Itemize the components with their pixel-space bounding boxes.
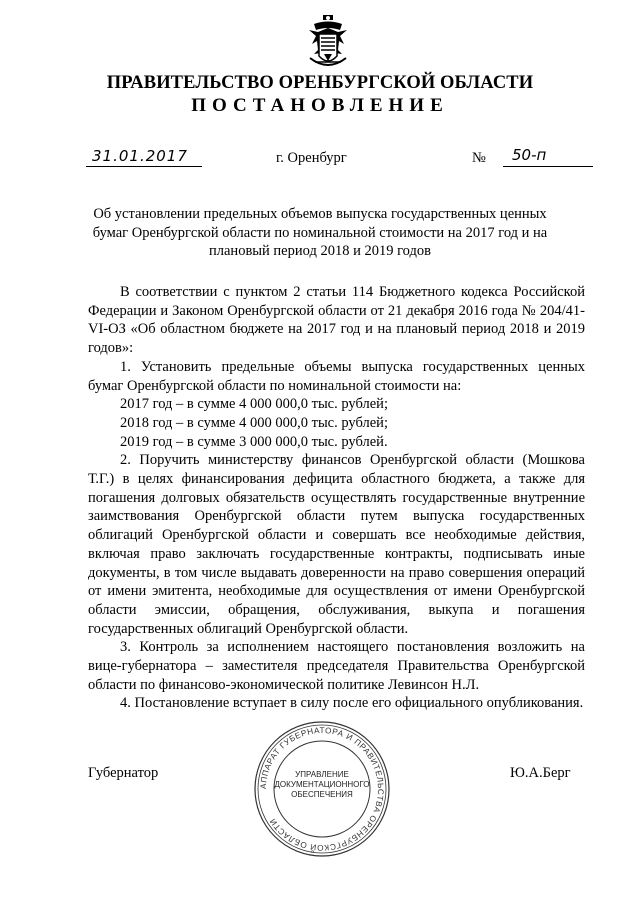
document-number: 50-п [512, 146, 547, 164]
document-subject: Об установлении предельных объемов выпуска государственных ценных бумаг Оренбургской области по номинальной стоимости на 2017 год и на плановый период 2018 и 2019 годов [92, 206, 548, 259]
item-4-paragraph: 4. Постановление вступает в силу после его официального опубликования. [120, 695, 584, 712]
signatory-name: Ю.А.Берг [510, 765, 571, 781]
number-sign: № [472, 150, 486, 166]
seal-line-1: УПРАВЛЕНИЕ [295, 770, 349, 779]
seal-line-2: ДОКУМЕНТАЦИОННОГО [274, 780, 370, 789]
signatory-position: Губернатор [88, 765, 159, 781]
document-body [88, 283, 585, 713]
seal-center-text [253, 770, 391, 800]
limit-2019-line: 2019 год – в сумме 3 000 000,0 тыс. рублей. [120, 433, 388, 450]
document-date: 31.01.2017 [92, 147, 188, 165]
item-2-paragraph: 2. Поручить министерству финансов Оренбургской области (Мошкова Т.Г.) в целях финансирования дефицита областного бюджета, а также для погашения долговых обязательств осуществлять государственные внутренние заимствования Оренбургской области путем выпуска государственных облигаций Оренбургской области и совершать все необходимые действия, включая право заключать государственные контракты, подписывать иные документы, в том числе выдавать доверенности на право совершения операций от имени эмитента, необходимые для осуществления от имени Оренбургской области эмиссии, обращения, обслуживания, выкупа и погашения государственных облигаций Оренбургской области. [88, 452, 585, 637]
seal-ring-text: АППАРАТ ГУБЕРНАТОРА И ПРАВИТЕЛЬСТВА ОРЕНБУРГСКОЙ ОБЛАСТИ [258, 725, 386, 853]
document-type-title: ПОСТАНОВЛЕНИЕ [191, 95, 449, 116]
limit-2017-line: 2017 год – в сумме 4 000 000,0 тыс. рублей; [120, 396, 388, 413]
item-3-paragraph: 3. Контроль за исполнением настоящего постановления возложить на вице-губернатора – заместителя председателя Правительства Оренбургской области по финансово-экономической политике Левинсон Н.Л. [88, 639, 585, 693]
item-1-paragraph: 1. Установить предельные объемы выпуска государственных ценных бумаг Оренбургской области по номинальной стоимости на: [88, 358, 585, 394]
limit-2018-line: 2018 год – в сумме 4 000 000,0 тыс. рублей; [120, 414, 388, 431]
government-title: ПРАВИТЕЛЬСТВО ОРЕНБУРГСКОЙ ОБЛАСТИ [106, 73, 534, 93]
city-label: г. Оренбург [276, 150, 347, 166]
seal-line-3: ОБЕСПЕЧЕНИЯ [291, 790, 353, 799]
preamble-paragraph: В соответствии с пунктом 2 статьи 114 Бюджетного кодекса Российской Федерации и Законом Оренбургской области от 21 декабря 2016 года № 204/41-VI-ОЗ «Об областном бюджете на 2017 год и на плановый период 2018 и 2019 годов»: [88, 284, 585, 357]
coat-of-arms-emblem [306, 14, 350, 72]
